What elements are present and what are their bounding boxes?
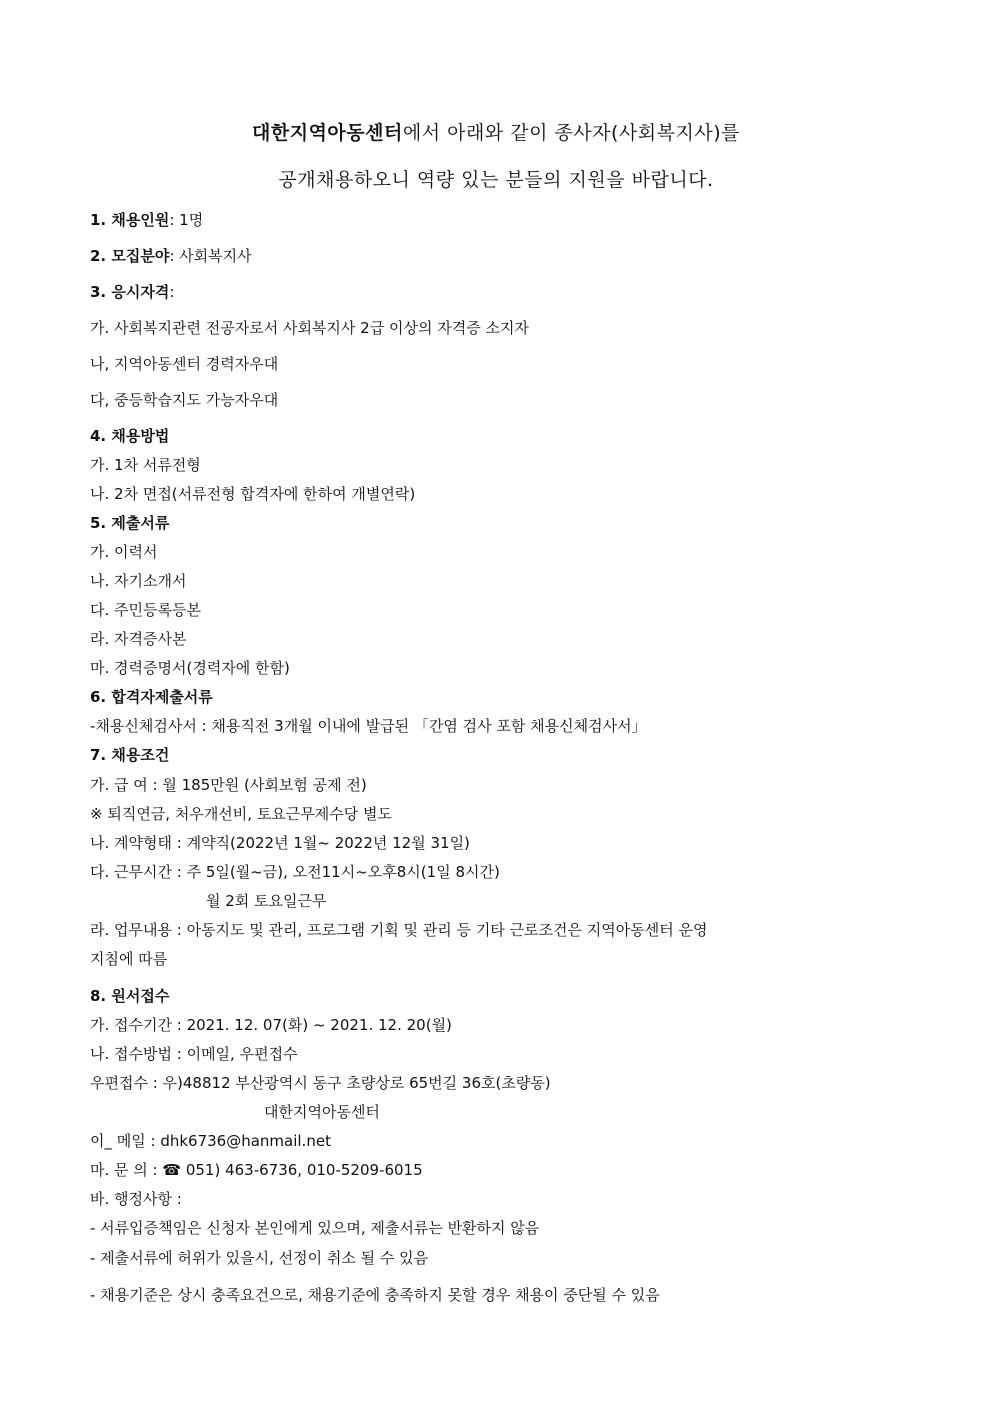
list-item: 다. 주민등록등본: [90, 601, 201, 619]
section-6-heading: 6. 합격자제출서류: [90, 688, 213, 706]
list-item: 다, 중등학습지도 가능자우대: [90, 391, 279, 409]
list-item: 라. 업무내용 : 아동지도 및 관리, 프로그램 기획 및 관리 등 기타 근로조건은 지역아동센터 운영: [90, 921, 708, 939]
list-item: 나. 자기소개서: [90, 572, 187, 590]
section-value: :: [169, 283, 175, 301]
list-item: 월 2회 토요일근무: [206, 892, 327, 910]
list-item: - 제출서류에 허위가 있을시, 선정이 취소 될 수 있음: [90, 1249, 429, 1267]
list-item: ※ 퇴직연금, 처우개선비, 토요근무제수당 별도: [90, 805, 392, 823]
list-item: 이_ 메일 : dhk6736@hanmail.net: [90, 1132, 331, 1150]
list-item: 마. 문 의 : ☎ 051) 463-6736, 010-5209-6015: [90, 1161, 423, 1179]
section-1-recruit-count: [90, 210, 203, 230]
list-item: - 서류입증책임은 신청자 본인에게 있으며, 제출서류는 반환하지 않음: [90, 1219, 540, 1237]
list-item: 바. 행정사항 :: [90, 1190, 182, 1208]
section-4-heading: 4. 채용방법: [90, 427, 170, 445]
section-heading: 2. 모집분야: [90, 247, 170, 265]
list-item: 우편접수 : 우)48812 부산광역시 동구 초량상로 65번길 36호(초량동): [90, 1074, 551, 1092]
section-3-qualifications: [90, 282, 174, 302]
section-7-heading: 7. 채용조건: [90, 746, 170, 764]
list-item: 대한지역아동센터: [264, 1103, 380, 1121]
list-item: 나. 접수방법 : 이메일, 우편접수: [90, 1045, 298, 1063]
section-heading: 3. 응시자격: [90, 283, 170, 301]
section-value: : 1명: [169, 211, 204, 229]
section-heading: 1. 채용인원: [90, 211, 170, 229]
title-line-1: [0, 120, 992, 146]
title-line-2: 공개채용하오니 역량 있는 분들의 지원을 바랍니다.: [278, 169, 714, 191]
list-item: 라. 자격증사본: [90, 630, 187, 648]
list-item: 가. 사회복지관련 전공자로서 사회복지사 2급 이상의 자격증 소지자: [90, 319, 529, 337]
section-8-heading: 8. 원서접수: [90, 987, 170, 1005]
list-item: 가. 1차 서류전형: [90, 456, 201, 474]
title-line-1-rest: 에서 아래와 같이 종사자(사회복지사)를: [402, 122, 740, 144]
list-item: 다. 근무시간 : 주 5일(월~금), 오전11시~오후8시(1일 8시간): [90, 863, 500, 881]
list-item: 나. 계약형태 : 계약직(2022년 1월~ 2022년 12월 31일): [90, 834, 470, 852]
list-item: 나, 지역아동센터 경력자우대: [90, 355, 279, 373]
section-value: : 사회복지사: [169, 247, 252, 265]
list-item: 가. 급 여 : 월 185만원 (사회보험 공제 전): [90, 776, 367, 794]
section-2-recruit-field: [90, 246, 252, 266]
list-item: 나. 2차 면접(서류전형 합격자에 한하여 개별연락): [90, 485, 416, 503]
list-item: 지침에 따름: [90, 950, 168, 968]
list-item: - 채용기준은 상시 충족요건으로, 채용기준에 충족하지 못할 경우 채용이 중단될 수 있음: [90, 1286, 660, 1304]
list-item: 가. 접수기간 : 2021. 12. 07(화) ~ 2021. 12. 20(월): [90, 1016, 452, 1034]
organization-name: 대한지역아동센터: [252, 122, 403, 144]
list-item: 마. 경력증명서(경력자에 한함): [90, 659, 290, 677]
list-item: 가. 이력서: [90, 543, 158, 561]
section-5-heading: 5. 제출서류: [90, 514, 170, 532]
list-item: -채용신체검사서 : 채용직전 3개월 이내에 발급된 「간염 검사 포함 채용신체검사서」: [90, 717, 647, 735]
